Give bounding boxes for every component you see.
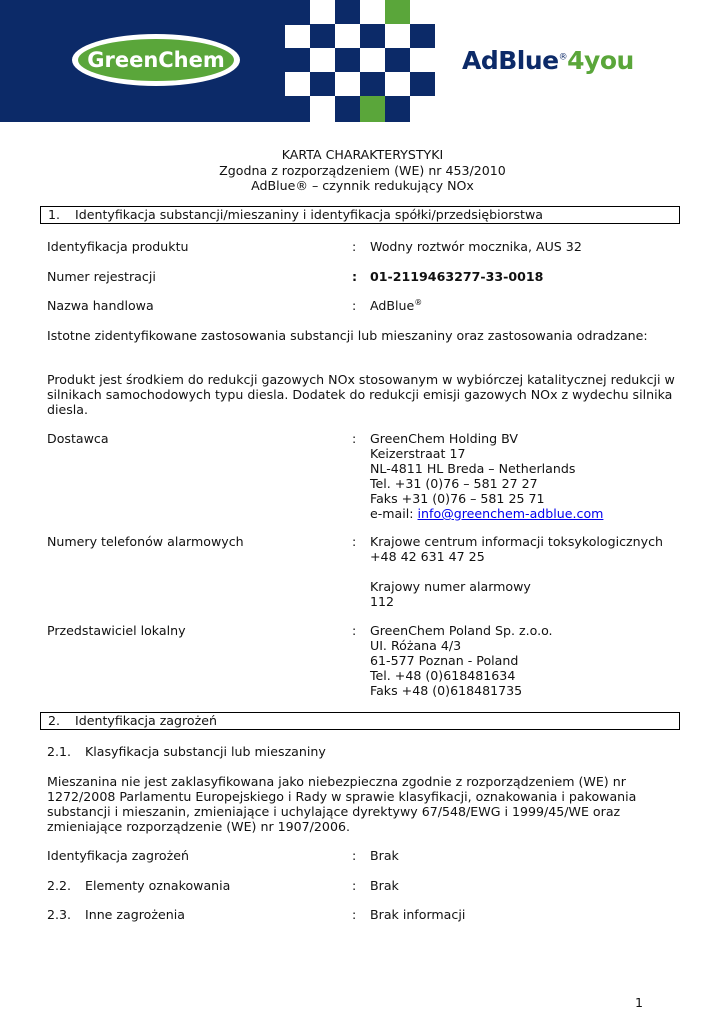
- address-line: NL-4811 HL Breda – Netherlands: [370, 461, 576, 476]
- checker-cell: [335, 0, 360, 24]
- colon: :: [352, 534, 357, 549]
- emergency-line: +48 42 631 47 25: [370, 549, 485, 564]
- subsection-title: Klasyfikacja substancji lub mieszaniny: [85, 744, 326, 759]
- section-title: Identyfikacja zagrożeń: [75, 713, 217, 728]
- subsection-title: Inne zagrożenia: [85, 907, 185, 922]
- checker-cell: [385, 0, 410, 24]
- field-label: Dostawca: [47, 431, 109, 446]
- checker-pattern: [285, 0, 435, 122]
- checker-cell: [410, 24, 435, 48]
- section-number: 1.: [48, 207, 61, 222]
- local-address: [370, 623, 553, 698]
- greenchem-logo-text: GreenChem: [78, 39, 234, 81]
- email-link[interactable]: info@greenchem-adblue.com: [417, 506, 604, 521]
- checker-cell: [310, 24, 335, 48]
- section-title: Identyfikacja substancji/mieszaniny i identyfikacja spółki/przedsiębiorstwa: [75, 207, 543, 222]
- field-value: [370, 298, 422, 313]
- checker-cell: [360, 96, 385, 122]
- trade-sup: ®: [414, 297, 423, 307]
- section-number: 2.: [48, 713, 61, 728]
- doc-title-line3: AdBlue® – czynnik redukujący NOx: [251, 178, 474, 193]
- checker-cell: [385, 48, 410, 72]
- checker-cell: [310, 72, 335, 96]
- subsection-number: 2.2.: [47, 878, 72, 893]
- email-prefix: e-mail:: [370, 506, 418, 521]
- adblue-logo-main: AdBlue: [462, 46, 559, 75]
- adblue4you-logo: [462, 46, 634, 75]
- page-number: 1: [635, 995, 644, 1010]
- colon: :: [352, 878, 357, 893]
- address-line: GreenChem Holding BV: [370, 431, 518, 446]
- checker-cell: [385, 96, 410, 122]
- product-description: Produkt jest środkiem do redukcji gazowych NOx stosowanym w wybiórczej katalitycznej redukcji w silnikach samochodowych typu diesla. Dodatek do redukcji emisji gazowych NOx z wydechu silnika diesla.: [47, 372, 675, 417]
- colon: :: [352, 623, 357, 638]
- field-value: Brak: [370, 848, 399, 863]
- field-value: Wodny roztwór mocznika, AUS 32: [370, 239, 582, 254]
- greenchem-logo: [72, 34, 240, 86]
- address-line: Tel. +48 (0)618481634: [370, 668, 516, 683]
- address-line: Faks +31 (0)76 – 581 25 71: [370, 491, 545, 506]
- checker-cell: [285, 48, 310, 72]
- colon: :: [352, 907, 357, 922]
- field-label: Przedstawiciel lokalny: [47, 623, 186, 638]
- email-line: [370, 506, 603, 521]
- subsection-number: 2.3.: [47, 907, 72, 922]
- trade-value: AdBlue: [370, 298, 415, 313]
- classification-text: Mieszanina nie jest zaklasyfikowana jako niebezpieczna zgodnie z rozporządzeniem (WE) nr 1272/2008 Parlamentu Europejskiego i Rady w sprawie klasyfikacji, oznakowania i pakowania substancji i mieszanin, zmieniające i uchylające dyrektywy 67/548/EWG i 1999/45/WE oraz zmieniające rozporządzenie (WE) nr 1907/2006.: [47, 774, 637, 834]
- field-label: Nazwa handlowa: [47, 298, 154, 313]
- emergency-contacts: [370, 534, 663, 609]
- checker-cell: [335, 48, 360, 72]
- subsection-number: 2.1.: [47, 744, 72, 759]
- field-value: Brak informacji: [370, 907, 466, 922]
- page-header: [0, 0, 725, 122]
- field-label: Identyfikacja produktu: [47, 239, 189, 254]
- address-line: Faks +48 (0)618481735: [370, 683, 523, 698]
- adblue-logo-four: 4: [567, 46, 585, 75]
- emergency-line: 112: [370, 594, 395, 609]
- checker-cell: [410, 72, 435, 96]
- colon: :: [352, 269, 358, 284]
- field-label: Numery telefonów alarmowych: [47, 534, 244, 549]
- checker-cell: [360, 24, 385, 48]
- supplier-address: [370, 431, 603, 521]
- colon: :: [352, 848, 357, 863]
- address-line: Keizerstraat 17: [370, 446, 466, 461]
- address-line: GreenChem Poland Sp. z.o.o.: [370, 623, 553, 638]
- checker-cell: [285, 0, 310, 25]
- doc-title-line1: KARTA CHARAKTERYSTYKI: [281, 147, 444, 162]
- field-value: 01-2119463277-33-0018: [370, 269, 544, 284]
- section-2-header: [40, 712, 680, 730]
- colon: :: [352, 239, 357, 254]
- field-label: Identyfikacja zagrożeń: [47, 848, 189, 863]
- emergency-line: Krajowe centrum informacji toksykologicznych: [370, 534, 663, 549]
- checker-cell: [360, 72, 385, 96]
- adblue-logo-reg: ®: [558, 52, 568, 63]
- subsection-title: Elementy oznakowania: [85, 878, 231, 893]
- uses-text: Istotne zidentyfikowane zastosowania substancji lub mieszaniny oraz zastosowania odradzane:: [47, 328, 648, 343]
- colon: :: [352, 431, 357, 446]
- emergency-line: Krajowy numer alarmowy: [370, 579, 531, 594]
- address-line: 61-577 Poznan - Poland: [370, 653, 519, 668]
- field-value: Brak: [370, 878, 399, 893]
- checker-cell: [335, 96, 360, 122]
- spacer: [370, 564, 663, 579]
- checker-cell: [285, 96, 310, 122]
- field-label: Numer rejestracji: [47, 269, 156, 284]
- colon: :: [352, 298, 357, 313]
- address-line: UI. Różana 4/3: [370, 638, 462, 653]
- adblue-logo-you: you: [584, 46, 634, 75]
- address-line: Tel. +31 (0)76 – 581 27 27: [370, 476, 538, 491]
- doc-title-line2: Zgodna z rozporządzeniem (WE) nr 453/2010: [219, 163, 506, 178]
- section-1-header: [40, 206, 680, 224]
